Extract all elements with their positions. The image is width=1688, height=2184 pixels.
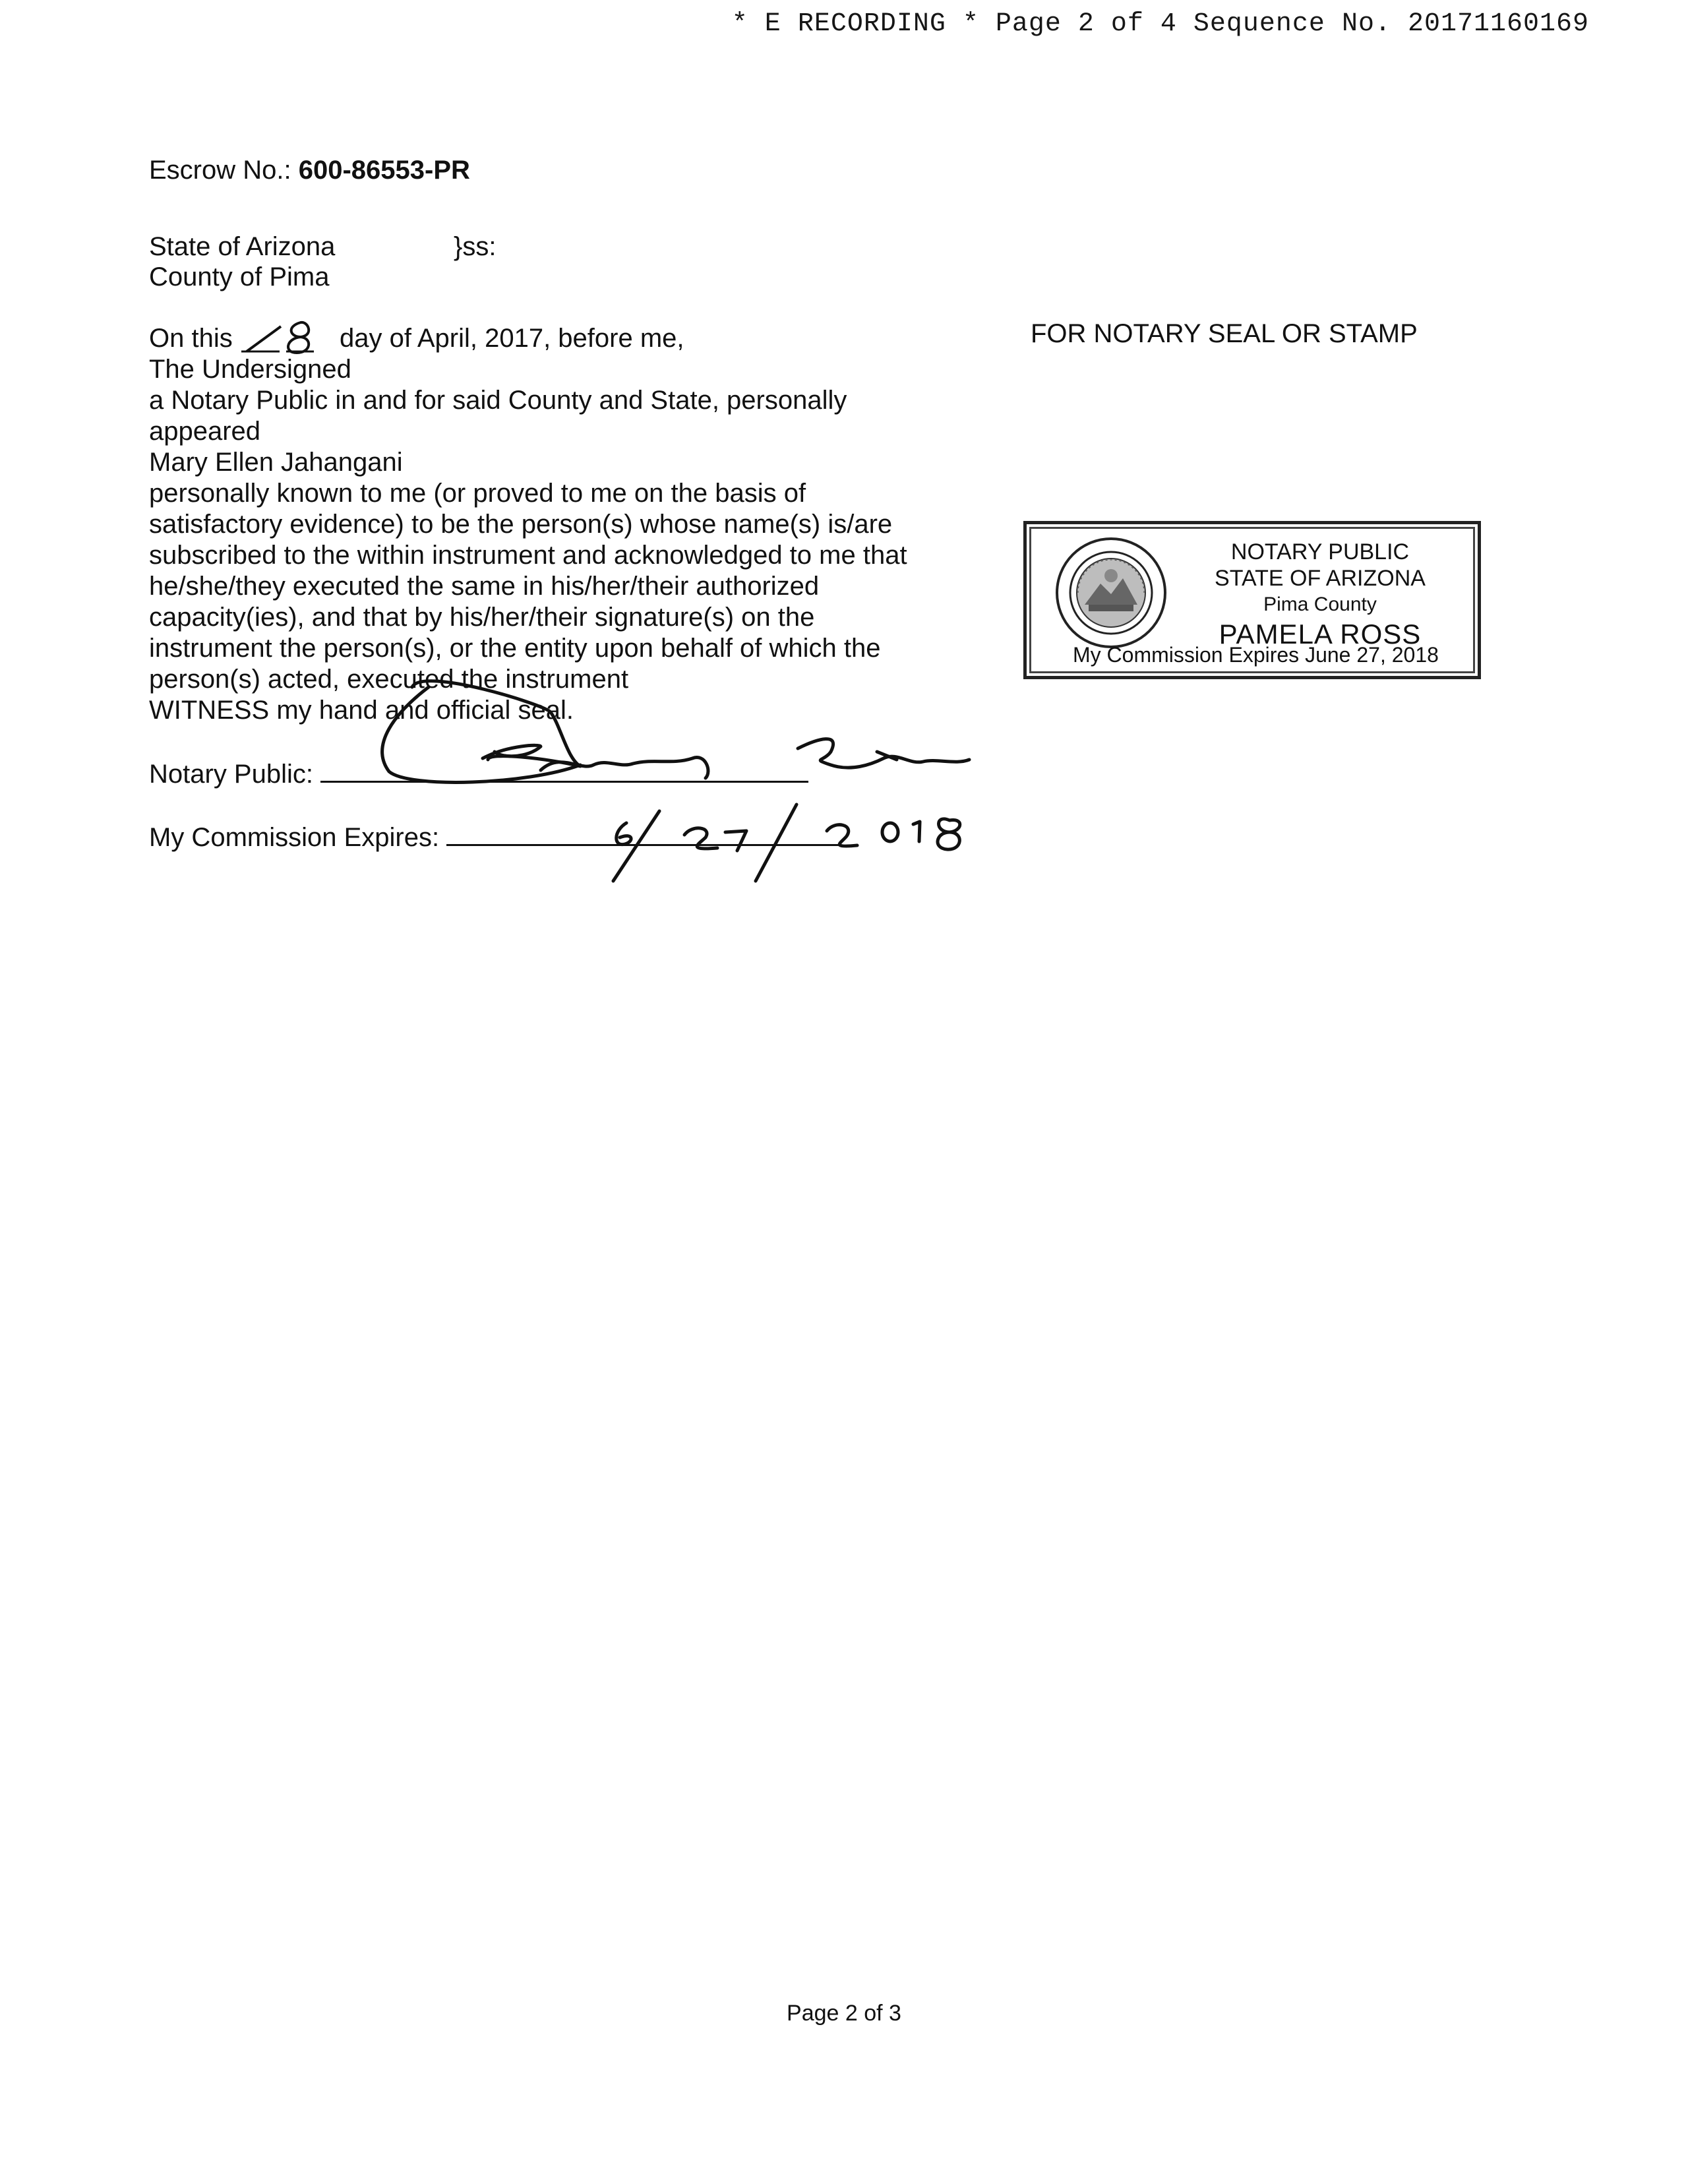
venue-county: County of Pima: [149, 262, 330, 291]
ack-line: personally known to me (or proved to me on the basis of: [149, 479, 806, 508]
ack-on-this: On this: [149, 324, 233, 353]
signature-name-stroke: [541, 758, 708, 778]
ack-line: Mary Ellen Jahangani: [149, 448, 403, 477]
date-digit-1: [913, 822, 920, 841]
signature-loop-stroke: [382, 687, 580, 782]
ack-line: WITNESS my hand and official seal.: [149, 696, 574, 725]
venue-ss: }ss:: [454, 232, 497, 261]
escrow-label: Escrow No.:: [149, 156, 291, 185]
stamp-notary-name: PAMELA ROSS: [1219, 619, 1422, 650]
ack-line: capacity(ies), and that by his/her/their signature(s) on the: [149, 603, 815, 632]
date-slash-2: [756, 804, 797, 881]
stamp-county: Pima County: [1263, 593, 1377, 615]
ack-after-day: day of April, 2017, before me,: [339, 324, 684, 353]
stamp-state: STATE OF ARIZONA: [1215, 566, 1426, 591]
notary-public-label: Notary Public:: [149, 760, 313, 789]
ack-line: subscribed to the within instrument and acknowledged to me that: [149, 541, 907, 570]
date-digit-8: [938, 819, 960, 849]
venue-state: State of Arizona: [149, 232, 336, 261]
date-digit-0: [882, 823, 898, 841]
recording-header: * E RECORDING * Page 2 of 4 Sequence No. 20171160169: [731, 9, 1589, 39]
date-digit-2: [684, 828, 717, 849]
seal-heading: FOR NOTARY SEAL OR STAMP: [1031, 319, 1418, 348]
stamp-title: NOTARY PUBLIC: [1230, 539, 1410, 564]
stamp-text-block: [1178, 539, 1462, 651]
ack-line: a Notary Public in and for said County and State, personally: [149, 386, 847, 415]
ack-line: The Undersigned: [149, 355, 351, 384]
date-digit-7: [725, 831, 746, 851]
date-digit-2b: [827, 825, 857, 846]
escrow-number: 600-86553-PR: [298, 156, 470, 185]
date-digit-6: [617, 823, 631, 845]
arizona-state-seal-icon: [1054, 536, 1168, 650]
ack-line: satisfactory evidence) to be the person(s) whose name(s) is/are: [149, 510, 893, 539]
page-footer: Page 2 of 3: [787, 2001, 901, 2026]
notary-stamp: [1023, 521, 1481, 679]
commission-expires-label: My Commission Expires:: [149, 823, 440, 852]
ack-line: appeared: [149, 417, 261, 446]
ack-line: instrument the person(s), or the entity upon behalf of which the: [149, 634, 881, 663]
date-slash-1: [613, 811, 659, 881]
ack-line: he/she/they executed the same in his/her/their authorized: [149, 572, 820, 601]
commission-date-handwriting: [613, 804, 960, 881]
ack-line: person(s) acted, executed the instrument: [149, 665, 629, 694]
stamp-commission-expires: My Commission Expires June 27, 2018: [1073, 643, 1439, 667]
